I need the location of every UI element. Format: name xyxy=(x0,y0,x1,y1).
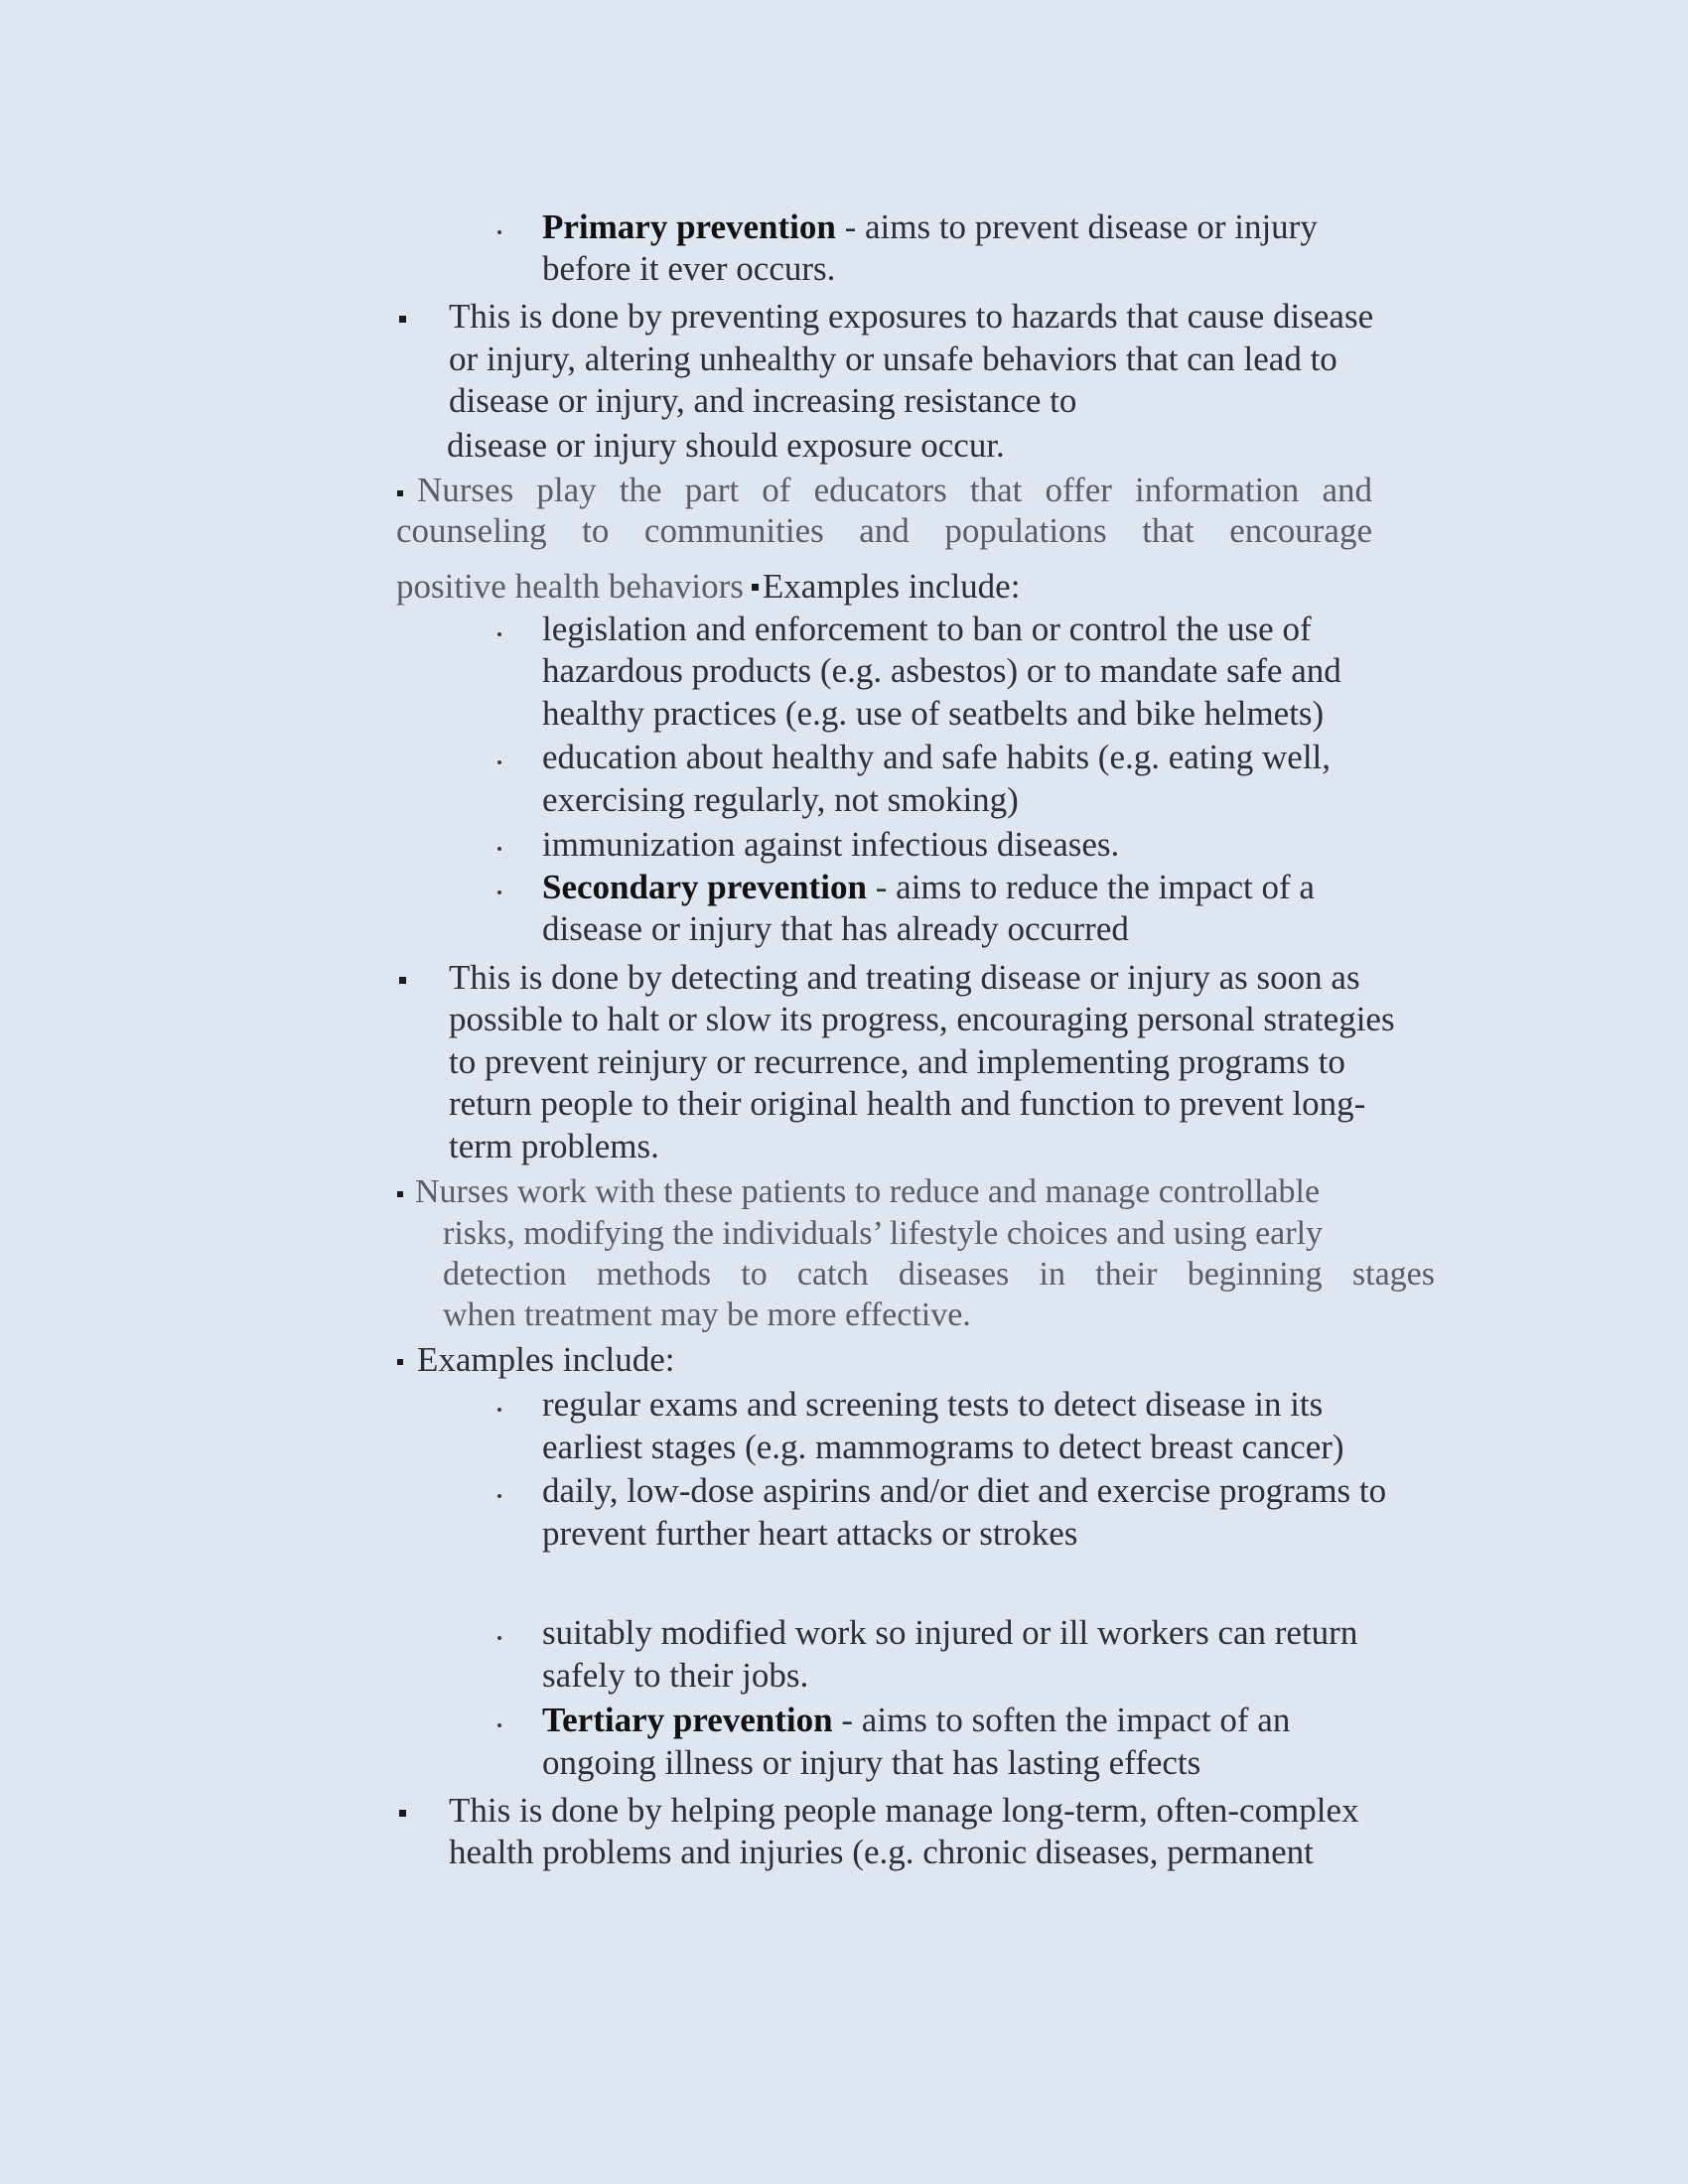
primary-example-1-line-2: hazardous products (e.g. asbestos) or to mandate safe and xyxy=(542,651,1341,690)
primary-example-2-line-1: education about healthy and safe habits (e.g. eating well, xyxy=(542,738,1332,776)
tertiary-how-line-1: This is done by helping people manage long-term, often-complex xyxy=(449,1791,1359,1830)
secondary-example-1-line-2: earliest stages (e.g. mammograms to detect breast cancer) xyxy=(542,1428,1344,1466)
bullet-square xyxy=(752,584,759,591)
primary-prevention-desc: - aims to prevent disease or injury xyxy=(835,207,1318,246)
secondary-examples-label: Examples include: xyxy=(417,1340,675,1379)
primary-nurses-line-3 xyxy=(396,566,1020,608)
secondary-how-line-4: return people to their original health and function to prevent long- xyxy=(449,1084,1366,1123)
primary-how-line-1: This is done by preventing exposures to hazards that cause disease xyxy=(449,297,1374,336)
tertiary-prevention-title: Tertiary prevention xyxy=(542,1701,833,1739)
tertiary-prevention-heading xyxy=(542,1700,1290,1741)
secondary-prevention-title: Secondary prevention xyxy=(542,868,867,906)
bullet-dot xyxy=(497,1408,501,1412)
primary-nurses-closing: positive health behaviors xyxy=(396,567,744,606)
primary-nurses-line-2: counseling to communities and populations that encourage xyxy=(396,511,1372,550)
secondary-prevention-desc: - aims to reduce the impact of a xyxy=(867,868,1315,906)
bullet-square xyxy=(399,1810,406,1817)
secondary-prevention-heading xyxy=(542,867,1315,908)
secondary-example-3-line-2: safely to their jobs. xyxy=(542,1656,809,1695)
secondary-example-1-line-1: regular exams and screening tests to detect disease in its xyxy=(542,1385,1324,1424)
primary-how-line-3: disease or injury, and increasing resistance to xyxy=(449,381,1077,420)
bullet-dot xyxy=(497,847,501,851)
secondary-nurses-line-2: risks, modifying the individuals’ lifestyle choices and using early xyxy=(443,1215,1324,1252)
bullet-dot xyxy=(497,1723,501,1727)
bullet-square xyxy=(397,1191,403,1197)
primary-prevention-title: Primary prevention xyxy=(542,207,836,246)
secondary-how-line-2: possible to halt or slow its progress, encouraging personal strategies xyxy=(449,1000,1395,1038)
secondary-example-3-line-1: suitably modified work so injured or ill workers can return xyxy=(542,1613,1358,1652)
bullet-square xyxy=(399,316,406,323)
primary-prevention-heading xyxy=(542,206,1318,248)
secondary-how-line-3: to prevent reinjury or recurrence, and implementing programs to xyxy=(449,1042,1345,1081)
primary-example-2-line-2: exercising regularly, not smoking) xyxy=(542,780,1019,819)
bullet-square xyxy=(399,977,406,984)
bullet-dot xyxy=(497,632,501,636)
bullet-dot xyxy=(497,760,501,764)
primary-how-line-2: or injury, altering unhealthy or unsafe behaviors that can lead to xyxy=(449,340,1337,378)
secondary-nurses-line-3: detection methods to catch diseases in their beginning stages xyxy=(443,1256,1435,1293)
bullet-dot xyxy=(497,230,501,234)
bullet-dot xyxy=(497,890,501,894)
primary-examples-label: Examples include: xyxy=(762,567,1021,606)
tertiary-prevention-desc-cont: ongoing illness or injury that has lasting effects xyxy=(542,1743,1201,1782)
secondary-prevention-desc-cont: disease or injury that has already occurred xyxy=(542,909,1129,948)
bullet-dot xyxy=(497,1636,501,1640)
bullet-dot xyxy=(497,1494,501,1498)
primary-prevention-desc-cont: before it ever occurs. xyxy=(542,249,836,288)
bullet-square xyxy=(397,490,403,496)
primary-nurses-line-1: Nurses play the part of educators that offer information and xyxy=(417,471,1372,509)
secondary-how-line-5: term problems. xyxy=(449,1127,659,1165)
primary-example-1-line-1: legislation and enforcement to ban or control the use of xyxy=(542,610,1312,648)
tertiary-prevention-desc: - aims to soften the impact of an xyxy=(832,1701,1291,1739)
secondary-nurses-line-1: Nurses work with these patients to reduce and manage controllable xyxy=(415,1173,1321,1210)
primary-how-line-4: disease or injury should exposure occur. xyxy=(447,426,1005,465)
secondary-example-2-line-1: daily, low-dose aspirins and/or diet and exercise programs to xyxy=(542,1471,1387,1510)
primary-example-3-line-1: immunization against infectious diseases. xyxy=(542,825,1120,864)
secondary-how-line-1: This is done by detecting and treating disease or injury as soon as xyxy=(449,958,1360,997)
bullet-square xyxy=(397,1359,403,1365)
secondary-nurses-line-4: when treatment may be more effective. xyxy=(443,1297,971,1333)
secondary-example-2-line-2: prevent further heart attacks or strokes xyxy=(542,1514,1078,1553)
tertiary-how-line-2: health problems and injuries (e.g. chronic diseases, permanent xyxy=(449,1833,1314,1871)
primary-example-1-line-3: healthy practices (e.g. use of seatbelts and bike helmets) xyxy=(542,694,1325,733)
